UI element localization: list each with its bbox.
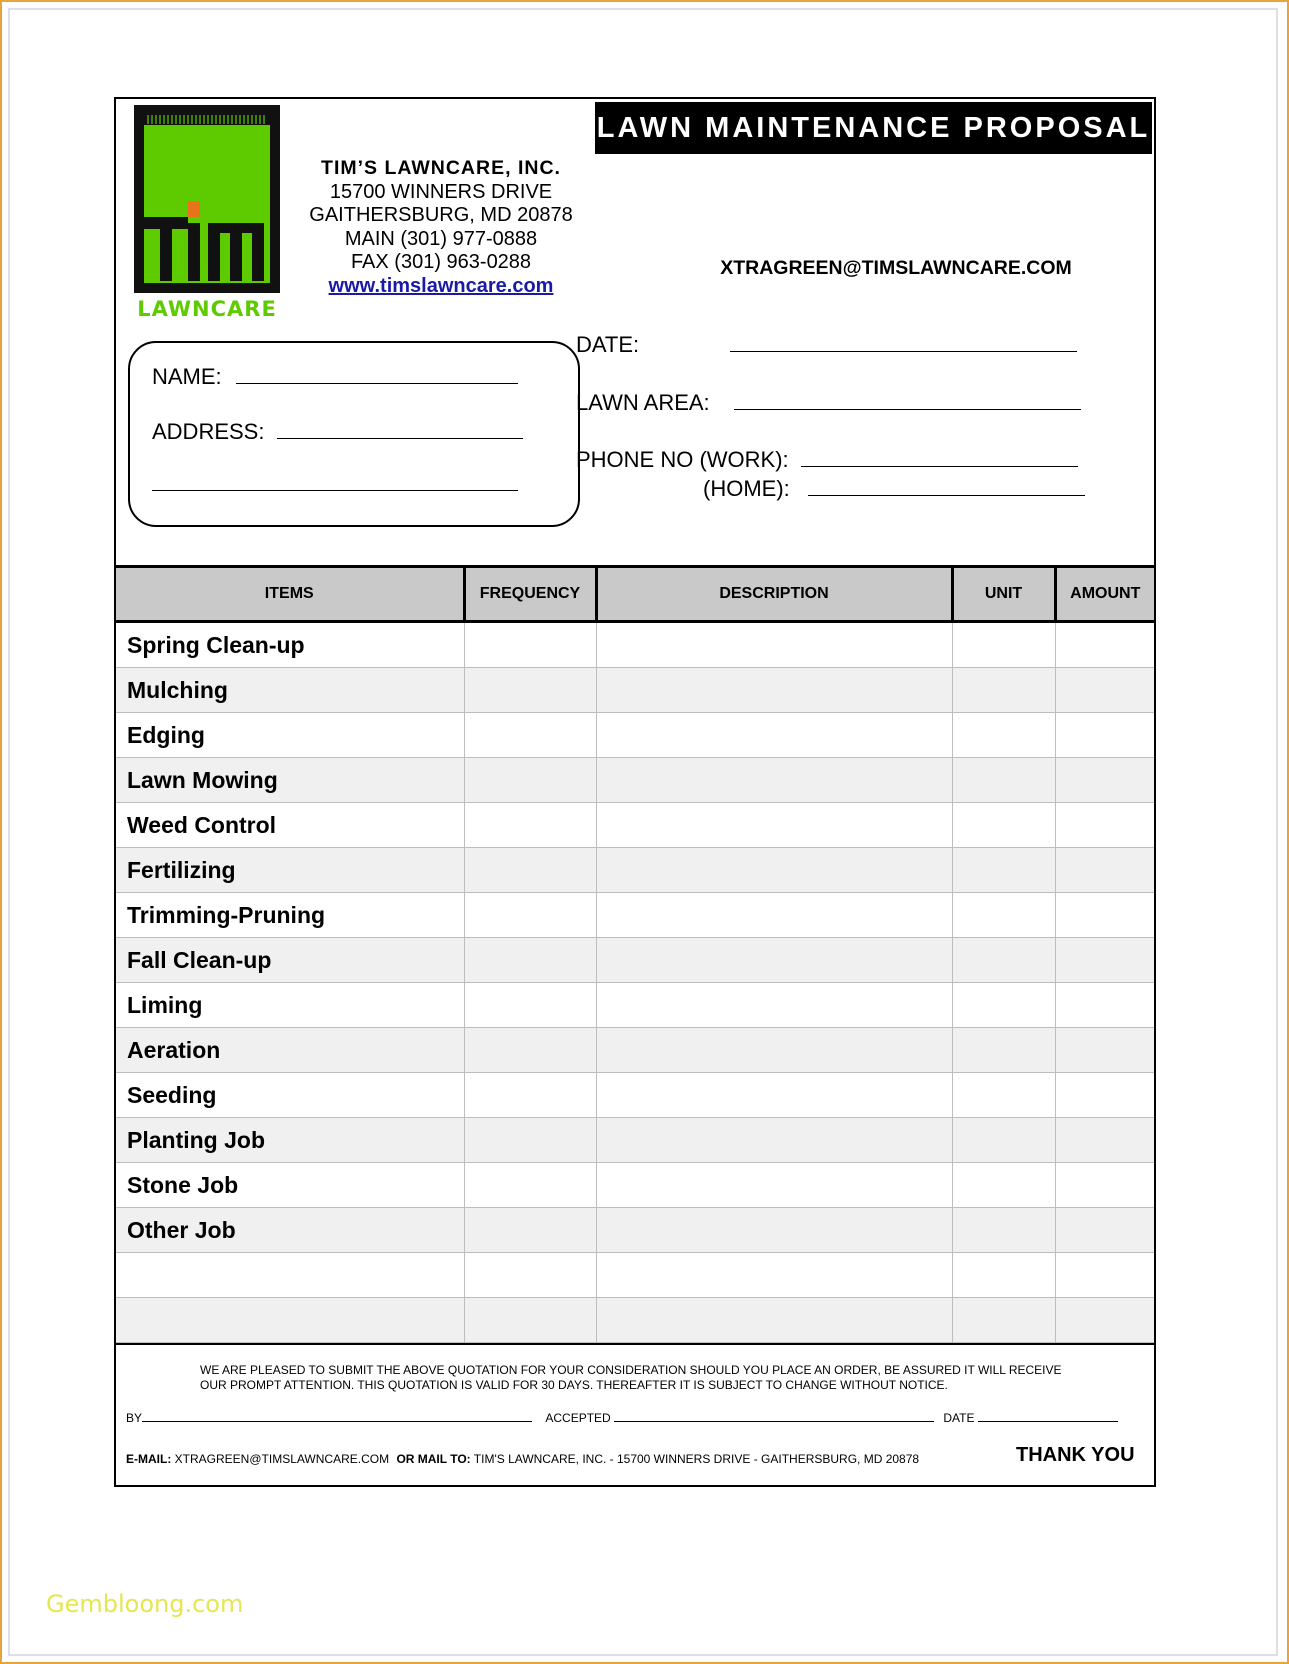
company-city: GAITHERSBURG, MD 20878 (309, 204, 573, 227)
table-row (116, 983, 1154, 1028)
lawn-area-label: LAWN AREA: (576, 390, 710, 415)
watermark: Gembloong.com (46, 1590, 244, 1618)
unit-cell[interactable] (952, 893, 1055, 938)
signature-row (126, 1410, 1146, 1425)
accepted-line[interactable] (614, 1410, 934, 1422)
table-row (116, 848, 1154, 893)
table-header-row (116, 567, 1154, 622)
col-header-description: DESCRIPTION (596, 567, 952, 622)
table-row (116, 938, 1154, 983)
table-row (116, 1118, 1154, 1163)
unit-cell[interactable] (952, 1208, 1055, 1253)
unit-cell[interactable] (952, 668, 1055, 713)
item-name: Edging (116, 713, 464, 758)
unit-cell[interactable] (952, 938, 1055, 983)
unit-cell[interactable] (952, 803, 1055, 848)
unit-cell[interactable] (952, 1163, 1055, 1208)
frequency-cell[interactable] (464, 848, 596, 893)
description-cell[interactable] (596, 938, 952, 983)
page-title: LAWN MAINTENANCE PROPOSAL (595, 102, 1152, 154)
description-cell[interactable] (596, 1028, 952, 1073)
table-row (116, 668, 1154, 713)
description-cell[interactable] (596, 713, 952, 758)
item-name (116, 1298, 464, 1343)
phone-work-field[interactable] (576, 444, 1078, 473)
table-row (116, 1163, 1154, 1208)
item-name: Trimming-Pruning (116, 893, 464, 938)
description-cell[interactable] (596, 1253, 952, 1298)
phone-home-line[interactable] (808, 473, 1085, 496)
footer-date-line[interactable] (978, 1410, 1118, 1422)
item-name: Weed Control (116, 803, 464, 848)
table-bottom-rule (116, 1343, 1154, 1345)
thank-you: THANK YOU (1016, 1444, 1135, 1466)
amount-cell[interactable] (1055, 1208, 1154, 1253)
table-row (116, 622, 1154, 668)
company-fax: FAX (301) 963-0288 (350, 251, 532, 274)
accepted-label: ACCEPTED (545, 1411, 611, 1425)
phone-home-field[interactable] (703, 473, 1085, 502)
name-line[interactable] (236, 361, 518, 384)
mail-row (126, 1452, 966, 1466)
frequency-cell[interactable] (464, 1118, 596, 1163)
table-row (116, 1253, 1154, 1298)
amount-cell[interactable] (1055, 938, 1154, 983)
quotation-note-line-2: OUR PROMPT ATTENTION. THIS QUOTATION IS VALID FOR 30 DAYS. THEREAFTER IT IS SUBJECT TO CHANGE WITHOUT NOTICE. (200, 1378, 948, 1392)
amount-cell[interactable] (1055, 1118, 1154, 1163)
frequency-cell[interactable] (464, 622, 596, 668)
company-website-link[interactable]: www.timslawncare.com (328, 274, 554, 297)
company-name: TIM’S LAWNCARE, INC. (321, 157, 561, 179)
table-row (116, 803, 1154, 848)
description-cell[interactable] (596, 848, 952, 893)
lawn-area-field[interactable] (576, 387, 1081, 416)
item-name: Lawn Mowing (116, 758, 464, 803)
logo-wordmark: LAWNCARE (137, 297, 277, 321)
unit-cell[interactable] (952, 848, 1055, 893)
col-header-amount: AMOUNT (1055, 567, 1154, 622)
amount-cell[interactable] (1055, 758, 1154, 803)
client-info-box (128, 341, 580, 527)
quotation-note (200, 1363, 1100, 1393)
mail-to-address: TIM'S LAWNCARE, INC. - 15700 WINNERS DRIVE - GAITHERSBURG, MD 20878 (473, 1452, 920, 1466)
proposal-sheet (114, 97, 1156, 1487)
table-row (116, 1298, 1154, 1343)
item-name (116, 1253, 464, 1298)
address-line-1[interactable] (277, 416, 523, 439)
date-field[interactable] (576, 329, 1077, 358)
table-row (116, 758, 1154, 803)
item-name: Spring Clean-up (116, 622, 464, 668)
amount-cell[interactable] (1055, 1073, 1154, 1118)
company-info (296, 157, 586, 299)
unit-cell[interactable] (952, 713, 1055, 758)
description-cell[interactable] (596, 1208, 952, 1253)
email-label: E-MAIL: (126, 1452, 172, 1466)
table-row (116, 1208, 1154, 1253)
item-name: Planting Job (116, 1118, 464, 1163)
frequency-cell[interactable] (464, 668, 596, 713)
company-street: 15700 WINNERS DRIVE (329, 180, 553, 203)
item-name: Fertilizing (116, 848, 464, 893)
description-cell[interactable] (596, 803, 952, 848)
item-name: Seeding (116, 1073, 464, 1118)
amount-cell[interactable] (1055, 1028, 1154, 1073)
company-main-phone: MAIN (301) 977-0888 (344, 227, 538, 250)
description-cell[interactable] (596, 1163, 952, 1208)
phone-work-line[interactable] (801, 444, 1078, 467)
item-name: Stone Job (116, 1163, 464, 1208)
amount-cell[interactable] (1055, 848, 1154, 893)
amount-cell[interactable] (1055, 893, 1154, 938)
header-email[interactable]: XTRAGREEN@TIMSLAWNCARE.COM (720, 257, 1072, 279)
amount-cell[interactable] (1055, 1163, 1154, 1208)
unit-cell[interactable] (952, 758, 1055, 803)
description-cell[interactable] (596, 758, 952, 803)
frequency-cell[interactable] (464, 938, 596, 983)
items-table (116, 565, 1154, 1343)
frequency-cell[interactable] (464, 1073, 596, 1118)
footer-email[interactable]: XTRAGREEN@TIMSLAWNCARE.COM (174, 1452, 390, 1466)
description-cell[interactable] (596, 622, 952, 668)
mail-to-label: OR MAIL TO: (396, 1452, 471, 1466)
address-line-2[interactable] (152, 468, 518, 491)
frequency-cell[interactable] (464, 1163, 596, 1208)
unit-cell[interactable] (952, 1253, 1055, 1298)
frequency-cell[interactable] (464, 1298, 596, 1343)
col-header-frequency: FREQUENCY (464, 567, 596, 622)
quotation-note-line-1: WE ARE PLEASED TO SUBMIT THE ABOVE QUOTATION FOR YOUR CONSIDERATION SHOULD YOU PLACE AN ORDER, BE ASSURED IT WILL RECEIVE (200, 1363, 1062, 1377)
frequency-cell[interactable] (464, 983, 596, 1028)
footer-date-label: DATE (943, 1411, 975, 1425)
amount-cell[interactable] (1055, 622, 1154, 668)
amount-cell[interactable] (1055, 983, 1154, 1028)
unit-cell[interactable] (952, 1298, 1055, 1343)
description-cell[interactable] (596, 983, 952, 1028)
phone-home-label: (HOME): (703, 476, 790, 501)
amount-cell[interactable] (1055, 1298, 1154, 1343)
phone-work-label: PHONE NO (WORK): (576, 447, 789, 472)
unit-cell[interactable] (952, 1118, 1055, 1163)
tims-lawncare-logo (134, 105, 290, 325)
unit-cell[interactable] (952, 1073, 1055, 1118)
frequency-cell[interactable] (464, 803, 596, 848)
address-field[interactable] (152, 416, 523, 445)
date-label: DATE: (576, 332, 640, 357)
item-name: Liming (116, 983, 464, 1028)
item-name: Aeration (116, 1028, 464, 1073)
amount-cell[interactable] (1055, 803, 1154, 848)
lawn-area-line[interactable] (734, 387, 1081, 410)
frequency-cell[interactable] (464, 758, 596, 803)
table-row (116, 1028, 1154, 1073)
unit-cell[interactable] (952, 983, 1055, 1028)
col-header-unit: UNIT (952, 567, 1055, 622)
name-label: NAME: (152, 364, 222, 389)
name-field[interactable] (152, 361, 518, 390)
frequency-cell[interactable] (464, 1208, 596, 1253)
item-name: Mulching (116, 668, 464, 713)
frequency-cell[interactable] (464, 1028, 596, 1073)
by-label: BY (126, 1411, 143, 1425)
amount-cell[interactable] (1055, 713, 1154, 758)
table-row (116, 893, 1154, 938)
item-name: Fall Clean-up (116, 938, 464, 983)
frequency-cell[interactable] (464, 713, 596, 758)
description-cell[interactable] (596, 893, 952, 938)
amount-cell[interactable] (1055, 668, 1154, 713)
description-cell[interactable] (596, 668, 952, 713)
table-row (116, 1073, 1154, 1118)
by-line[interactable] (142, 1410, 532, 1422)
description-cell[interactable] (596, 1118, 952, 1163)
table-row (116, 713, 1154, 758)
address-field-2[interactable] (152, 468, 518, 497)
frequency-cell[interactable] (464, 893, 596, 938)
unit-cell[interactable] (952, 1028, 1055, 1073)
item-name: Other Job (116, 1208, 464, 1253)
description-cell[interactable] (596, 1073, 952, 1118)
unit-cell[interactable] (952, 622, 1055, 668)
address-label: ADDRESS: (152, 419, 265, 444)
amount-cell[interactable] (1055, 1253, 1154, 1298)
col-header-items: ITEMS (116, 567, 464, 622)
frequency-cell[interactable] (464, 1253, 596, 1298)
date-line[interactable] (730, 329, 1077, 352)
description-cell[interactable] (596, 1298, 952, 1343)
